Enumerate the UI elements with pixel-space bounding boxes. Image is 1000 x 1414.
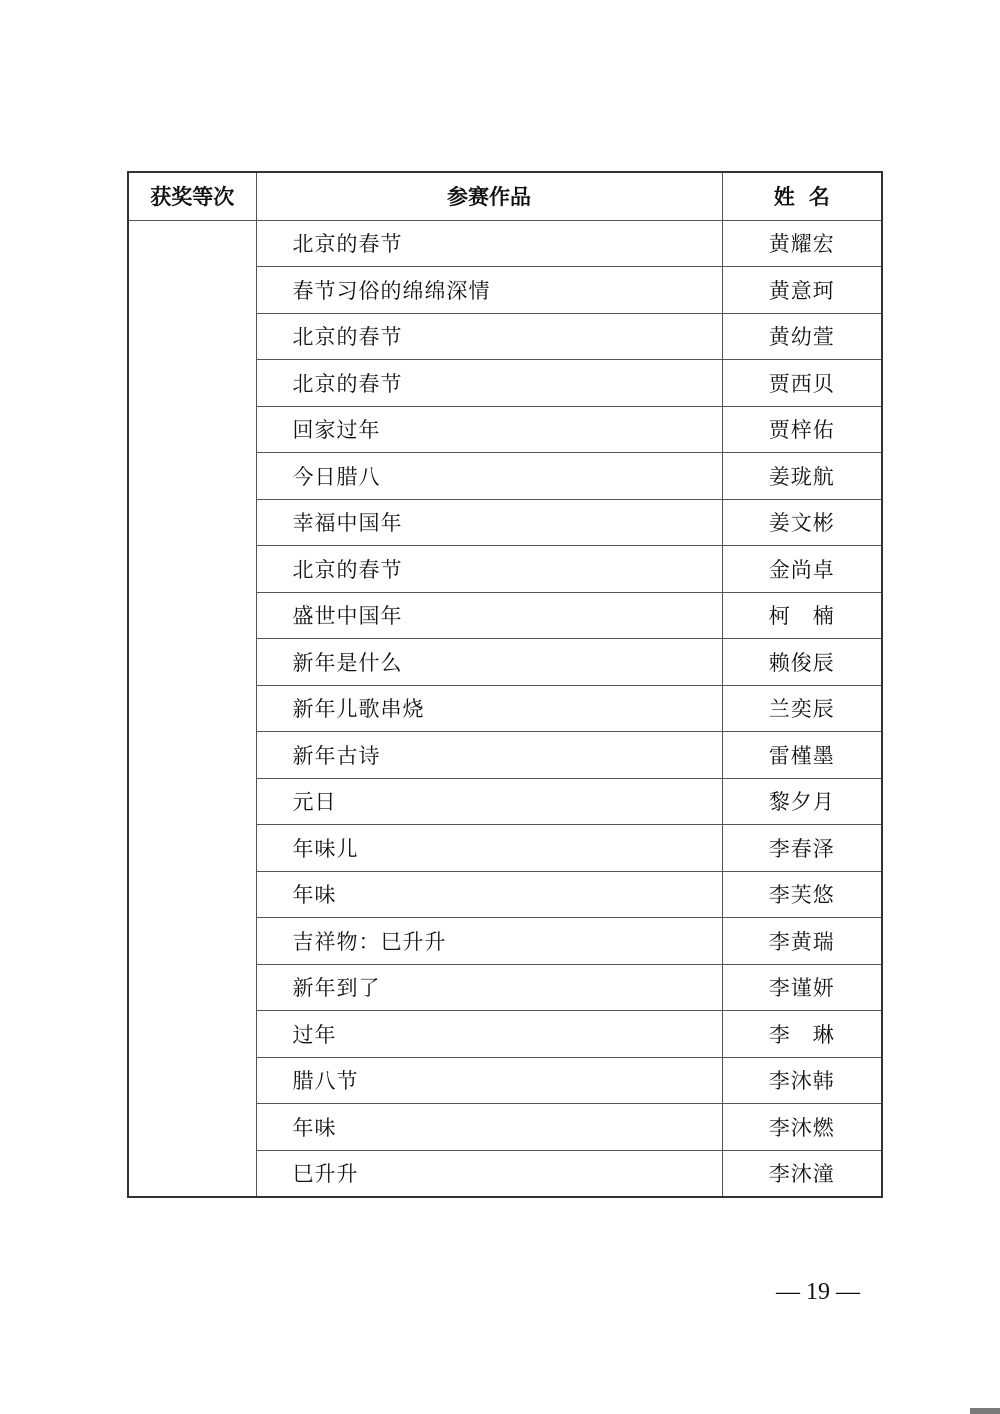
participant-name-cell: 李芙悠 [722,871,882,918]
header-entry-work: 参赛作品 [256,172,722,220]
participant-name-cell: 赖俊辰 [722,639,882,686]
header-name: 姓名 [722,172,882,220]
entry-work-cell: 回家过年 [256,406,722,453]
participant-name-cell: 黄意珂 [722,267,882,314]
entry-work-cell: 巳升升 [256,1150,722,1197]
participant-name-cell: 李沐潼 [722,1150,882,1197]
entry-work-cell: 幸福中国年 [256,499,722,546]
entry-work-cell: 过年 [256,1011,722,1058]
participant-name-cell: 李黄瑞 [722,918,882,965]
entry-work-cell: 年味儿 [256,825,722,872]
entry-work-cell: 新年儿歌串烧 [256,685,722,732]
entry-work-cell: 盛世中国年 [256,592,722,639]
participant-name-cell: 李春泽 [722,825,882,872]
entry-work-cell: 北京的春节 [256,313,722,360]
scroll-edge-indicator [970,1408,1000,1414]
participant-name-cell: 黎夕月 [722,778,882,825]
table-header-row [128,172,882,220]
awards-table [127,171,883,1198]
participant-name-cell: 黄幼萱 [722,313,882,360]
participant-name-cell: 兰奕辰 [722,685,882,732]
participant-name-cell: 李谨妍 [722,964,882,1011]
award-rank-cell [128,220,256,1197]
participant-name-cell: 李 琳 [722,1011,882,1058]
entry-work-cell: 年味 [256,871,722,918]
table-body [128,220,882,1197]
entry-work-cell: 新年到了 [256,964,722,1011]
entry-work-cell: 腊八节 [256,1057,722,1104]
participant-name-cell: 李沐燃 [722,1104,882,1151]
entry-work-cell: 新年是什么 [256,639,722,686]
entry-work-cell: 吉祥物：巳升升 [256,918,722,965]
entry-work-cell: 元日 [256,778,722,825]
participant-name-cell: 贾梓佑 [722,406,882,453]
entry-work-cell: 北京的春节 [256,546,722,593]
participant-name-cell: 黄耀宏 [722,220,882,267]
participant-name-cell: 金尚卓 [722,546,882,593]
table-row [128,220,882,267]
header-award-rank: 获奖等次 [128,172,256,220]
participant-name-cell: 姜文彬 [722,499,882,546]
participant-name-cell: 贾西贝 [722,360,882,407]
entry-work-cell: 春节习俗的绵绵深情 [256,267,722,314]
participant-name-cell: 柯 楠 [722,592,882,639]
entry-work-cell: 今日腊八 [256,453,722,500]
participant-name-cell: 雷槿墨 [722,732,882,779]
entry-work-cell: 北京的春节 [256,220,722,267]
page-number: — 19 — [776,1279,860,1305]
participant-name-cell: 李沐韩 [722,1057,882,1104]
participant-name-cell: 姜珑航 [722,453,882,500]
entry-work-cell: 年味 [256,1104,722,1151]
entry-work-cell: 北京的春节 [256,360,722,407]
entry-work-cell: 新年古诗 [256,732,722,779]
